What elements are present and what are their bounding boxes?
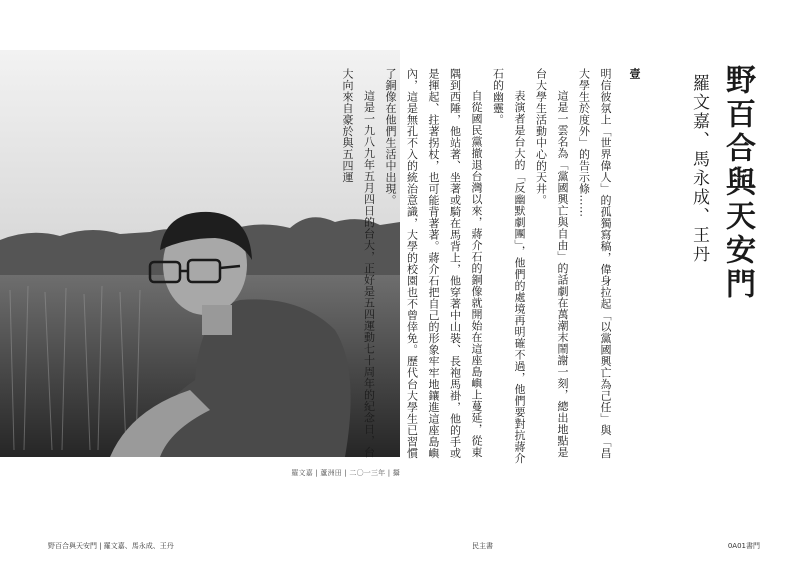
article-title: 野百合與天安門 bbox=[720, 64, 755, 302]
paragraph: 自從國民黨撤退台灣以來，蔣介石的銅像就開始在這座島嶼上蔓延，從東隅到西陲，他站著、坐著或騎在馬背上，他穿著中山裝、長袍馬褂，他的手或是揮起、拄著拐杖，也可能背著著。蔣介石把自己的形象牢牢地鑲進這座島嶼內，這是無孔不入的統治意識，大學的校園也不曾倖免。歷代台大學生已習慣了銅像在他們生活中出現。 bbox=[384, 68, 483, 459]
section-heading: 壹 bbox=[628, 68, 641, 79]
paragraph: 這是一九八九年五月四日的台大，正好是五四運動七十周年的紀念日，台大向來自豪於與五四運 bbox=[341, 68, 376, 458]
footer-section: 民主書 bbox=[472, 542, 493, 550]
footer-running-title: 野百合與天安門 | 羅文嘉、馬永成、王丹 bbox=[48, 542, 174, 550]
footer-page-number: 0A01書門 bbox=[727, 542, 760, 550]
paragraph: 明信彼氛上「世界偉人」的孤獨寫稿，偉身拉起「以黨國興亡為己任」與「昌大學生於度外」的告示條…… bbox=[577, 68, 612, 459]
paragraph: 表演者是台大的「反幽默劇團」，他們的處境再明確不過，他們要對抗蔣介石的幽靈。 bbox=[491, 68, 526, 464]
article-authors: 羅文嘉、馬永成、王丹 bbox=[689, 74, 709, 264]
photo-caption: 羅文嘉 | 蘆洲田 | 二〇一三年 | 攝 bbox=[291, 469, 400, 477]
article-body bbox=[296, 68, 616, 468]
paragraph: 這是一雲名為「黨國興亡與自由」的話劇在萬潮末鬧謝一刻，總出地點是台大學生活動中心的天井。 bbox=[534, 68, 569, 458]
